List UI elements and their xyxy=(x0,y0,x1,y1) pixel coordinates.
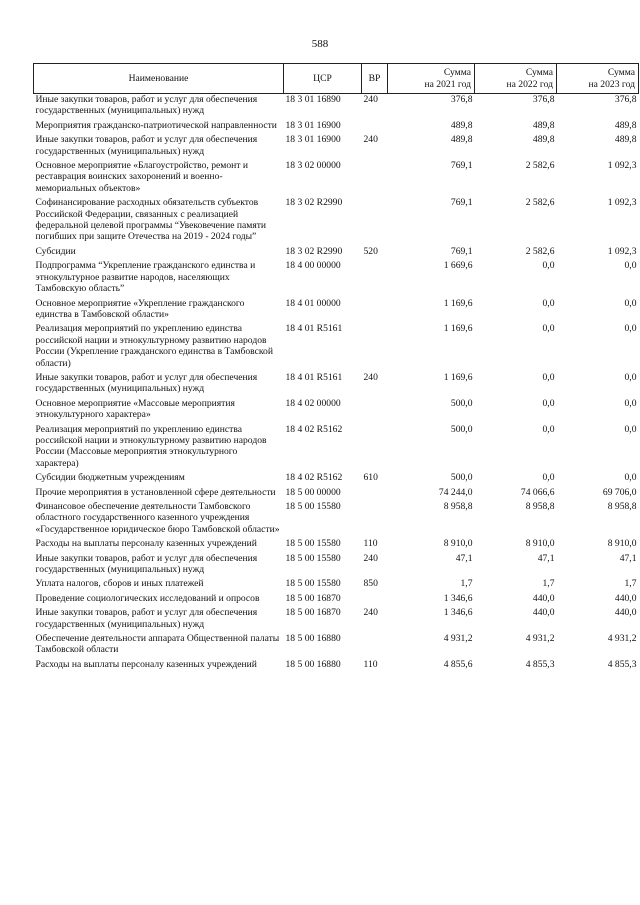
row-sum-2022-cell: 440,0 xyxy=(532,592,555,604)
table-row xyxy=(34,323,639,372)
row-sum-2021-cell: 1 346,6 xyxy=(443,592,473,604)
table-row xyxy=(34,298,639,324)
row-vr-cell xyxy=(362,633,388,659)
row-sum-2023-cell: 0,0 xyxy=(624,423,637,435)
table-row xyxy=(34,398,639,424)
row-csr-cell: 18 5 00 16870 xyxy=(285,592,341,604)
row-sum-2023-cell: 1 092,3 xyxy=(607,245,637,257)
row-sum-2021-cell: 1 169,6 xyxy=(443,297,473,309)
row-vr-cell: 110 xyxy=(363,658,378,670)
row-name-cell: Подпрограмма “Укрепление гражданского единства и этнокультурное развитие народов, населяющих Тамбовскую область” xyxy=(35,260,256,295)
row-csr-cell: 18 5 00 15580 xyxy=(285,538,341,550)
table-row xyxy=(34,607,639,633)
row-sum-2022-cell: 4 931,2 xyxy=(525,633,555,645)
row-sum-2022-cell: 2 582,6 xyxy=(525,197,555,209)
row-sum-2022-cell: 4 855,3 xyxy=(525,658,555,670)
row-vr-cell: 240 xyxy=(363,134,378,146)
row-name-cell: Софинансирование расходных обязательств субъектов Российской Федерации, связанных с реализацией федеральной целевой программы “Увековечение памяти погибших при защите Отечества на 2019 - 2024 годы” xyxy=(35,197,267,243)
row-sum-2021-cell: 1 346,6 xyxy=(443,607,473,619)
row-sum-2023-cell: 376,8 xyxy=(614,94,637,105)
row-csr-cell: 18 5 00 15580 xyxy=(285,501,341,512)
row-csr-cell: 18 3 01 16900 xyxy=(285,119,341,131)
row-sum-2023-cell: 0,0 xyxy=(624,397,637,409)
row-sum-2021-cell: 769,1 xyxy=(450,245,473,257)
row-sum-2022-cell: 0,0 xyxy=(542,371,555,383)
row-sum-2022-cell: 0,0 xyxy=(542,260,555,272)
row-sum-2021-cell: 1,7 xyxy=(460,578,473,590)
row-vr-cell: 520 xyxy=(363,245,378,257)
row-name-cell: Реализация мероприятий по укреплению единства российской нации и этнокультурному развитию народов России (Укрепление гражданского единства в Тамбовской области) xyxy=(35,323,273,369)
row-csr-cell: 18 3 02 R2990 xyxy=(285,197,343,209)
table-row xyxy=(34,134,639,160)
row-sum-2023-cell: 440,0 xyxy=(614,607,637,619)
row-csr-cell: 18 5 00 16880 xyxy=(285,658,341,670)
row-csr-cell: 18 4 02 00000 xyxy=(285,397,341,409)
row-sum-2023-cell: 0,0 xyxy=(624,472,637,484)
row-sum-2021-cell: 769,1 xyxy=(450,160,473,172)
row-name-cell: Финансовое обеспечение деятельности Тамбовского областного государственного казенного учреждения «Государственное юридическое бюро Тамбовской области» xyxy=(35,501,280,535)
table-row xyxy=(34,120,639,134)
row-sum-2023-cell: 8 958,8 xyxy=(607,501,637,512)
table-row xyxy=(34,633,639,659)
header-sum-2022-line1: Сумма xyxy=(525,67,553,79)
row-name-cell: Субсидии xyxy=(35,245,76,257)
row-csr-cell: 18 5 00 15580 xyxy=(285,578,341,590)
row-vr-cell xyxy=(362,160,388,197)
row-csr-cell: 18 4 01 R5161 xyxy=(285,323,343,335)
row-csr-cell: 18 3 01 16890 xyxy=(285,94,341,105)
row-sum-2023-cell: 0,0 xyxy=(624,323,637,335)
row-sum-2023-cell: 1 092,3 xyxy=(607,197,637,209)
row-name-cell: Иные закупки товаров, работ и услуг для обеспечения государственных (муниципальных) нужд xyxy=(35,607,258,630)
row-sum-2021-cell: 500,0 xyxy=(450,423,473,435)
row-sum-2022-cell: 489,8 xyxy=(532,134,555,146)
row-name-cell: Иные закупки товаров, работ и услуг для обеспечения государственных (муниципальных) нужд xyxy=(35,94,258,117)
row-csr-cell: 18 5 00 15580 xyxy=(285,552,341,564)
table-row xyxy=(34,94,639,120)
row-csr-cell: 18 5 00 16870 xyxy=(285,607,341,619)
row-vr-cell xyxy=(362,260,388,297)
row-csr-cell: 18 5 00 16880 xyxy=(285,633,341,645)
budget-table xyxy=(33,63,639,673)
row-csr-cell: 18 4 01 00000 xyxy=(285,297,341,309)
row-sum-2023-cell: 0,0 xyxy=(624,260,637,272)
header-sum-2021-line1: Сумма xyxy=(443,67,471,79)
header-sum-2021 xyxy=(388,64,475,94)
row-name-cell: Реализация мероприятий по укреплению единства российской нации и этнокультурному развитию народов России (Массовые мероприятия этнокультурного характера) xyxy=(35,423,267,469)
table-row xyxy=(34,593,639,607)
row-vr-cell: 240 xyxy=(363,94,378,105)
row-sum-2021-cell: 500,0 xyxy=(450,397,473,409)
row-vr-cell xyxy=(362,120,388,134)
row-sum-2023-cell: 8 910,0 xyxy=(607,538,637,550)
header-csr: ЦСР xyxy=(284,64,362,94)
row-sum-2021-cell: 489,8 xyxy=(450,134,473,146)
row-sum-2021-cell: 500,0 xyxy=(450,472,473,484)
table-row xyxy=(34,246,639,260)
row-name-cell: Прочие мероприятия в установленной сфере деятельности xyxy=(35,486,276,498)
row-name-cell: Проведение социологических исследований и опросов xyxy=(35,592,260,604)
row-sum-2022-cell: 8 958,8 xyxy=(525,501,555,512)
row-sum-2023-cell: 1 092,3 xyxy=(607,160,637,172)
row-vr-cell: 240 xyxy=(363,607,378,619)
row-sum-2021-cell: 4 931,2 xyxy=(443,633,473,645)
row-sum-2021-cell: 376,8 xyxy=(450,94,473,105)
row-csr-cell: 18 4 01 R5161 xyxy=(285,371,343,383)
header-name: Наименование xyxy=(34,64,284,94)
row-vr-cell: 240 xyxy=(363,552,378,564)
row-sum-2022-cell: 376,8 xyxy=(532,94,555,105)
row-sum-2021-cell: 8 958,8 xyxy=(443,501,473,512)
row-name-cell: Мероприятия гражданско-патриотической направленности xyxy=(35,119,277,131)
row-vr-cell xyxy=(362,398,388,424)
table-row xyxy=(34,487,639,501)
row-sum-2023-cell: 4 855,3 xyxy=(607,658,637,670)
row-sum-2021-cell: 1 169,6 xyxy=(443,323,473,335)
header-sum-2022 xyxy=(475,64,557,94)
row-sum-2023-cell: 47,1 xyxy=(619,552,637,564)
table-row xyxy=(34,538,639,552)
row-sum-2022-cell: 0,0 xyxy=(542,423,555,435)
row-vr-cell xyxy=(362,197,388,246)
row-sum-2022-cell: 1,7 xyxy=(542,578,555,590)
row-sum-2023-cell: 0,0 xyxy=(624,371,637,383)
row-vr-cell xyxy=(362,501,388,538)
row-sum-2023-cell: 69 706,0 xyxy=(602,486,637,498)
row-sum-2022-cell: 489,8 xyxy=(532,119,555,131)
page-number: 588 xyxy=(311,38,329,50)
table-row xyxy=(34,260,639,297)
header-sum-2023 xyxy=(557,64,639,94)
row-vr-cell xyxy=(362,487,388,501)
row-sum-2021-cell: 769,1 xyxy=(450,197,473,209)
row-vr-cell xyxy=(362,323,388,372)
row-sum-2023-cell: 0,0 xyxy=(624,297,637,309)
row-name-cell: Основное мероприятие «Массовые мероприятия этнокультурного характера» xyxy=(35,397,235,421)
row-sum-2021-cell: 47,1 xyxy=(455,552,473,564)
row-name-cell: Иные закупки товаров, работ и услуг для обеспечения государственных (муниципальных) нужд xyxy=(35,371,258,395)
row-sum-2021-cell: 1 669,6 xyxy=(443,260,473,272)
row-sum-2022-cell: 0,0 xyxy=(542,472,555,484)
row-csr-cell: 18 3 02 R2990 xyxy=(285,245,343,257)
row-sum-2023-cell: 489,8 xyxy=(614,134,637,146)
table-row xyxy=(34,424,639,473)
table-row xyxy=(34,372,639,398)
row-sum-2022-cell: 74 066,6 xyxy=(520,486,555,498)
row-name-cell: Расходы на выплаты персоналу казенных учреждений xyxy=(35,658,257,670)
row-sum-2022-cell: 0,0 xyxy=(542,397,555,409)
row-csr-cell: 18 4 02 R5162 xyxy=(285,472,343,484)
row-csr-cell: 18 5 00 00000 xyxy=(285,486,341,498)
header-sum-2021-line2: на 2021 год xyxy=(424,78,471,90)
row-sum-2021-cell: 4 855,6 xyxy=(443,658,473,670)
row-vr-cell: 610 xyxy=(363,472,378,484)
row-name-cell: Иные закупки товаров, работ и услуг для обеспечения государственных (муниципальных) нужд xyxy=(35,134,258,157)
row-name-cell: Основное мероприятие «Укрепление гражданского единства в Тамбовской области» xyxy=(35,297,245,320)
header-sum-2023-line1: Сумма xyxy=(607,67,635,79)
table-row xyxy=(34,659,639,673)
table-row xyxy=(34,160,639,197)
row-vr-cell xyxy=(362,298,388,324)
row-sum-2023-cell: 489,8 xyxy=(614,119,637,131)
row-csr-cell: 18 3 01 16900 xyxy=(285,134,341,146)
row-name-cell: Иные закупки товаров, работ и услуг для обеспечения государственных (муниципальных) нужд xyxy=(35,552,258,576)
row-sum-2023-cell: 440,0 xyxy=(614,592,637,604)
header-vr: ВР xyxy=(362,64,388,94)
row-name-cell: Уплата налогов, сборов и иных платежей xyxy=(35,578,204,590)
row-name-cell: Основное мероприятие «Благоустройство, ремонт и реставрация воинских захоронений и военно-мемориальных объектов» xyxy=(35,160,248,194)
row-vr-cell: 850 xyxy=(363,578,378,590)
row-sum-2022-cell: 47,1 xyxy=(537,552,555,564)
row-sum-2023-cell: 4 931,2 xyxy=(607,633,637,645)
row-sum-2021-cell: 489,8 xyxy=(450,119,473,131)
row-sum-2022-cell: 0,0 xyxy=(542,297,555,309)
header-sum-2022-line2: на 2022 год xyxy=(506,78,553,90)
row-sum-2022-cell: 2 582,6 xyxy=(525,245,555,257)
table-row xyxy=(34,578,639,592)
row-vr-cell: 240 xyxy=(363,371,378,383)
table-header xyxy=(34,64,639,94)
row-sum-2022-cell: 440,0 xyxy=(532,607,555,619)
row-sum-2022-cell: 0,0 xyxy=(542,323,555,335)
row-sum-2022-cell: 8 910,0 xyxy=(525,538,555,550)
row-vr-cell: 110 xyxy=(363,538,378,550)
table-row xyxy=(34,501,639,538)
row-sum-2021-cell: 8 910,0 xyxy=(443,538,473,550)
row-csr-cell: 18 3 02 00000 xyxy=(285,160,341,172)
row-vr-cell xyxy=(362,593,388,607)
table-row xyxy=(34,553,639,579)
row-name-cell: Обеспечение деятельности аппарата Общественной палаты Тамбовской области xyxy=(35,633,280,656)
row-name-cell: Субсидии бюджетным учреждениям xyxy=(35,472,185,484)
row-csr-cell: 18 4 00 00000 xyxy=(285,260,341,272)
row-vr-cell xyxy=(362,424,388,473)
row-sum-2021-cell: 74 244,0 xyxy=(438,486,473,498)
table-row xyxy=(34,472,639,486)
header-sum-2023-line2: на 2023 год xyxy=(588,78,635,90)
table-body xyxy=(34,94,639,674)
row-sum-2022-cell: 2 582,6 xyxy=(525,160,555,172)
row-sum-2023-cell: 1,7 xyxy=(624,578,637,590)
row-csr-cell: 18 4 02 R5162 xyxy=(285,423,343,435)
table-row xyxy=(34,197,639,246)
row-sum-2021-cell: 1 169,6 xyxy=(443,371,473,383)
row-name-cell: Расходы на выплаты персоналу казенных учреждений xyxy=(35,538,257,550)
